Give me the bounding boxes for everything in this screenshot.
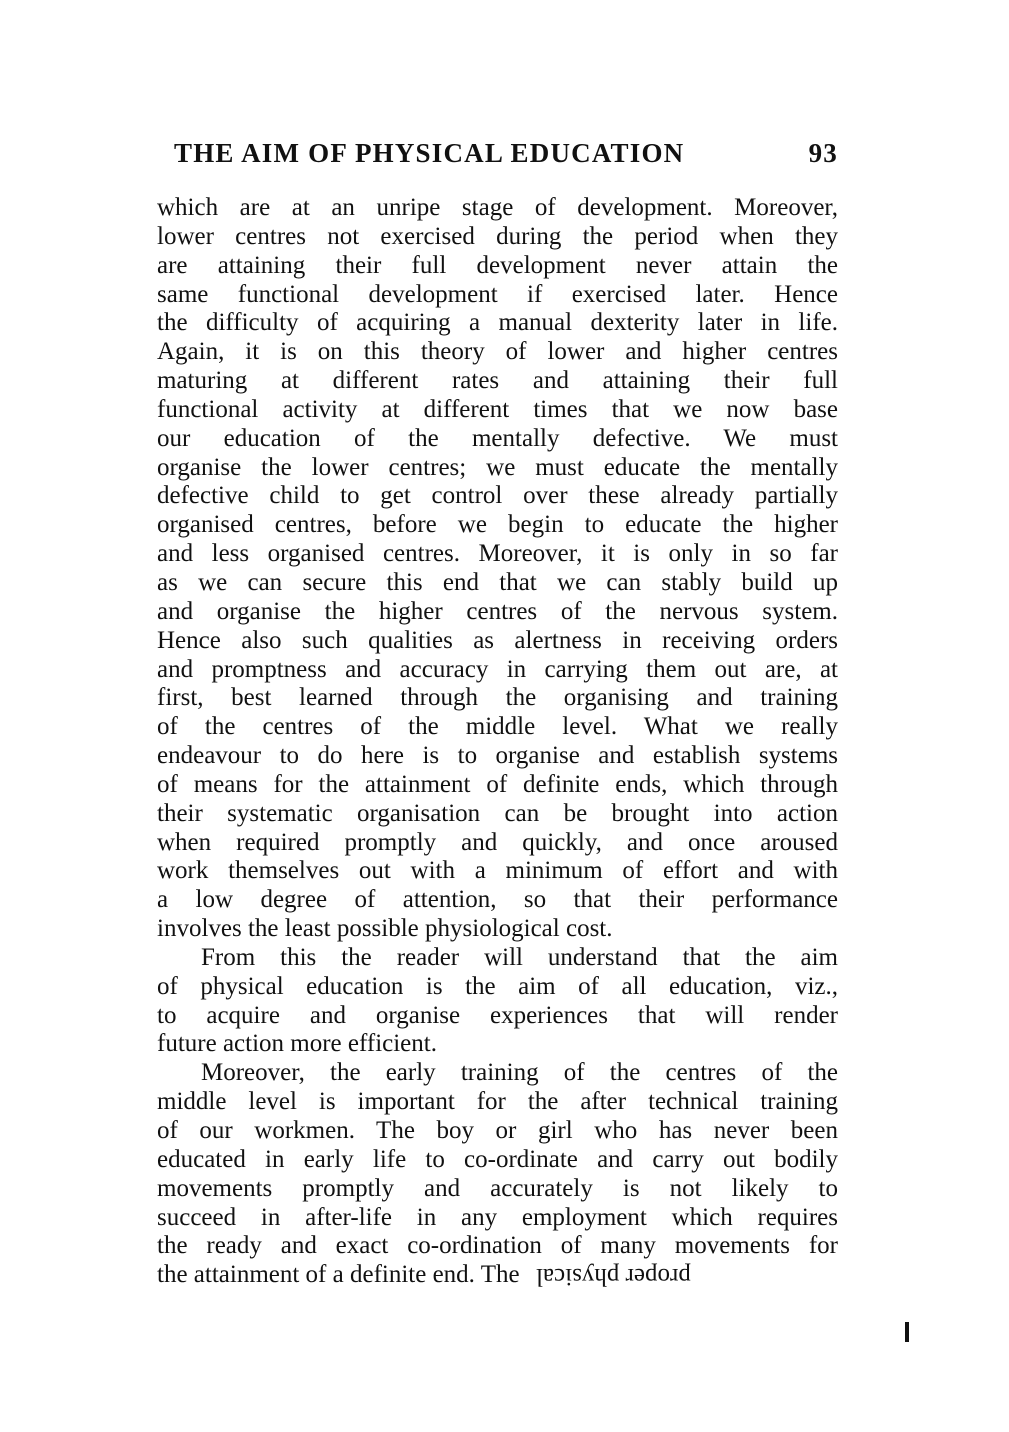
text-line: Again, it is on this theory of lower and higher centres — [157, 338, 838, 366]
text-line: Hence also such qualities as alertness in receiving orders — [157, 626, 838, 654]
text-line: to acquire and organise experiences that will render — [157, 1001, 838, 1029]
text-line: of means for the attainment of definite ends, which through — [157, 770, 838, 798]
running-header — [174, 138, 838, 169]
text-line: as we can secure this end that we can stably build up — [157, 568, 838, 596]
text-line: lower centres not exercised during the period when they — [157, 222, 838, 250]
text-line: of the centres of the middle level. What we really — [157, 713, 838, 741]
text-line: of our workmen. The boy or girl who has never been — [157, 1117, 838, 1144]
text-line: are attaining their full development never attain the — [157, 251, 838, 279]
text-line: educated in early life to co-ordinate and carry out bodily — [157, 1145, 838, 1173]
text-line: movements promptly and accurately is not likely to — [157, 1174, 838, 1202]
paragraph-start-line: Moreover, the early training of the centres of the — [201, 1059, 838, 1087]
text-line: the difficulty of acquiring a manual dexterity later in life. — [157, 309, 838, 337]
text-line: the ready and exact co-ordination of many movements for — [157, 1232, 838, 1260]
text-line: work themselves out with a minimum of effort and with — [157, 857, 838, 885]
text-line: their systematic organisation can be brought into action — [157, 799, 838, 827]
text-line: same functional development if exercised later. Hence — [157, 280, 838, 308]
text-line: of physical education is the aim of all education, viz., — [157, 972, 838, 1000]
text-line: middle level is important for the after technical training — [157, 1088, 838, 1116]
paragraph-end-line: involves the least possible physiological cost. — [157, 915, 613, 943]
text-line: our education of the mentally defective. We must — [157, 424, 838, 452]
text-line: which are at an unripe stage of development. Moreover, — [157, 194, 838, 221]
inverted-type-text: proper physical — [535, 1263, 691, 1291]
chapter-title: THE AIM OF PHYSICAL EDUCATION — [174, 138, 685, 168]
text-line: functional activity at different times that we now base — [157, 395, 838, 423]
page-number: 93 — [808, 138, 838, 168]
text-line: maturing at different rates and attaining their full — [157, 367, 838, 395]
text-line: and organise the higher centres of the nervous system. — [157, 597, 838, 625]
margin-mark — [905, 1322, 909, 1342]
paragraph-start-line: From this the reader will understand that the aim — [201, 943, 838, 971]
text-line: and promptness and accuracy in carrying them out are, at — [157, 655, 838, 683]
text-line: organise the lower centres; we must educate the mentally — [157, 453, 838, 481]
text-line: defective child to get control over these already partially — [157, 482, 838, 510]
text-line: succeed in after-life in any employment which requires — [157, 1203, 838, 1231]
text-line: endeavour to do here is to organise and establish systems — [157, 742, 838, 770]
final-text-line — [157, 1261, 838, 1290]
text-line: a low degree of attention, so that their performance — [157, 886, 838, 914]
text-line: organised centres, before we begin to educate the higher — [157, 511, 838, 539]
paragraph-end-line: future action more efficient. — [157, 1030, 437, 1058]
body-text — [157, 194, 838, 1290]
final-line-text: the attainment of a definite end. The — [157, 1261, 520, 1289]
text-line: and less organised centres. Moreover, it is only in so far — [157, 540, 838, 568]
text-line: when required promptly and quickly, and once aroused — [157, 828, 838, 856]
text-line: first, best learned through the organising and training — [157, 684, 838, 712]
